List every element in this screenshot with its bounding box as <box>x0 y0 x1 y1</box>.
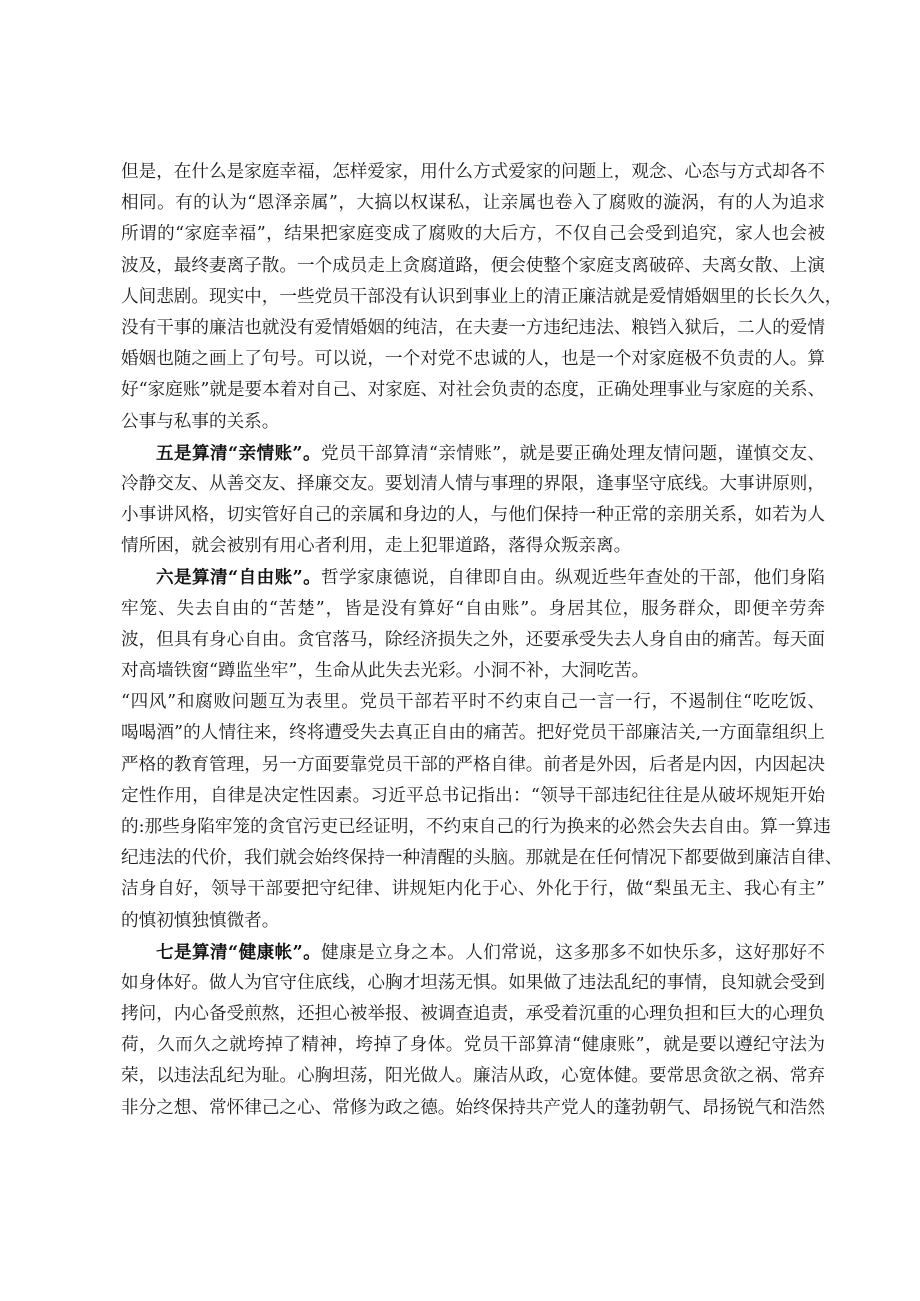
text-line <box>121 1030 825 1061</box>
text-line <box>121 500 825 531</box>
line-text: 冷静交友、从善交友、择廉交友。要划清人情与事理的界限，逢事坚守底线。大事讲原则， <box>121 473 825 494</box>
text-line <box>121 999 825 1030</box>
text-line <box>121 843 843 874</box>
text-line <box>121 625 825 656</box>
line-text: 非分之想、常怀律己之心、常修为政之德。始终保持共产党人的蓬勃朝气、昂扬锐气和浩然 <box>121 1097 825 1118</box>
text-line <box>121 1093 825 1124</box>
text-line <box>121 407 825 438</box>
document-body <box>121 157 843 1124</box>
line-text: 人间悲剧。现实中，一些党员干部没有认识到事业上的清正廉洁就是爱情婚姻里的长长久久， <box>121 286 843 307</box>
text-line <box>121 781 825 812</box>
text-line <box>121 968 825 999</box>
text-line <box>121 282 843 313</box>
line-text: 对高墙铁窗“蹲监坐牢”，生命从此失去光彩。小洞不补，大洞吃苦。 <box>121 661 650 681</box>
line-text: 但是，在什么是家庭幸福，怎样爱家，用什么方式爱家的问题上，观念、心态与方式却各不 <box>121 162 825 182</box>
line-text: 情所困，就会被别有用心者利用，走上犯罪道路，落得众叛亲离。 <box>121 536 632 557</box>
section-heading: 五是算清“亲情账”。 <box>156 442 321 464</box>
paragraph-family <box>121 157 843 438</box>
paragraph-six <box>121 562 825 687</box>
paragraph-seven <box>121 937 825 1124</box>
text-line <box>121 157 825 188</box>
line-text: 波，但具有身心自由。贪官落马，除经济损失之外，还要承受失去人身自由的痛苦。每天面 <box>121 629 825 650</box>
text-line <box>121 1061 825 1092</box>
line-text: 荣，以违法乱纪为耻。心胸坦荡，阳光做人。廉洁从政，心宽体健。要常思贪欲之祸、常弃 <box>121 1066 825 1087</box>
text-line <box>121 937 825 968</box>
text-line <box>121 874 825 905</box>
line-text: 牢笼、失去自由的“苦楚”，皆是没有算好“自由账”。身居其位，服务群众，即便辛劳奔 <box>121 598 825 619</box>
line-text: 没有干事的廉洁也就没有爱情婚姻的纯洁，在夫妻一方违纪违法、粮铛入狱后，二人的爱情 <box>121 317 825 338</box>
text-line <box>121 438 825 469</box>
text-line <box>121 469 825 500</box>
section-heading: 六是算清“自由账”。 <box>156 567 322 589</box>
line-text: 喝喝酒”的人情往来，终将遭受失去真正自由的痛苦。把好党员干部廉洁关,一方面靠组织上 <box>121 723 825 744</box>
line-text: 好“家庭账”就是要本着对自己、对家庭、对社会负责的态度，正确处理事业与家庭的关系、 <box>121 380 826 401</box>
line-text: 公事与私事的关系。 <box>121 411 280 432</box>
line-text: 党员干部算清“亲情账”，就是要正确处理友情问题，谨慎交友、 <box>320 443 825 464</box>
line-text: 的:那些身陷牢笼的贪官污吏已经证明，不约束自己的行为换来的必然会失去自由。算一算违 <box>121 816 831 837</box>
line-text: 哲学家康德说，自律即自由。纵观近些年查处的干部，他们身陷 <box>321 568 825 589</box>
line-text: 严格的教育管理，另一方面要靠党员干部的严格自律。前者是外因，后者是内因，内因起决 <box>121 754 825 775</box>
text-line <box>121 906 825 937</box>
text-line <box>121 344 825 375</box>
section-heading: 七是算清“健康帐”。 <box>156 941 322 963</box>
paragraph-four-winds <box>121 687 843 937</box>
text-line <box>121 313 825 344</box>
text-line <box>121 656 825 687</box>
text-line <box>121 812 831 843</box>
line-text: 定性作用，自律是决定性因素。习近平总书记指出：“领导干部违纪往往是从破坏规矩开始 <box>121 785 825 806</box>
line-text: 健康是立身之本。人们常说，这多那多不如快乐多，这好那好不 <box>321 942 825 963</box>
text-line <box>121 188 825 219</box>
paragraph-five <box>121 438 825 563</box>
text-line <box>121 594 825 625</box>
line-text: 婚姻也随之画上了句号。可以说，一个对党不忠诚的人，也是一个对家庭极不负责的人。算 <box>121 349 825 370</box>
text-line <box>121 750 825 781</box>
line-text: 如身体好。做人为官守住底线，心胸才坦荡无惧。如果做了违法乱纪的事情，良知就会受到 <box>121 972 825 993</box>
line-text: 所谓的“家庭幸福”，结果把家庭变成了腐败的大后方，不仅自己会受到追究，家人也会被 <box>121 224 825 245</box>
text-line <box>121 562 825 593</box>
text-line <box>121 375 825 406</box>
text-line <box>121 251 825 282</box>
text-line <box>121 687 825 718</box>
line-text: “四风”和腐败问题互为表里。党员干部若平时不约束自己一言一行，不遏制住“吃吃饭、 <box>121 692 825 713</box>
line-text: 相同。有的认为“恩泽亲属”，大搞以权谋私，让亲属也卷入了腐败的漩涡，有的人为追求 <box>121 193 825 214</box>
line-text: 波及，最终妻离子散。一个成员走上贪腐道路，便会使整个家庭支离破碎、夫离女散、上演 <box>121 255 825 276</box>
line-text: 纪违法的代价，我们就会始终保持一种清醒的头脑。那就是在任何情况下都要做到廉洁自律、 <box>121 848 843 869</box>
line-text: 拷问，内心备受煎熬，还担心被举报、被调查追责，承受着沉重的心理负担和巨大的心理负 <box>121 1004 825 1025</box>
text-line <box>121 219 825 250</box>
line-text: 荷，久而久之就垮掉了精神，垮掉了身体。党员干部算清“健康账”，就是要以遵纪守法为 <box>121 1035 825 1056</box>
line-text: 小事讲风格，切实管好自己的亲属和身边的人，与他们保持一种正常的亲朋关系，如若为人 <box>121 505 825 526</box>
text-line <box>121 531 825 562</box>
line-text: 的慎初慎独慎微者。 <box>121 910 280 931</box>
line-text: 洁身自好，领导干部要把守纪律、讲规矩内化于心、外化于行，做“梨虽无主、我心有主” <box>121 879 825 900</box>
text-line <box>121 718 825 749</box>
